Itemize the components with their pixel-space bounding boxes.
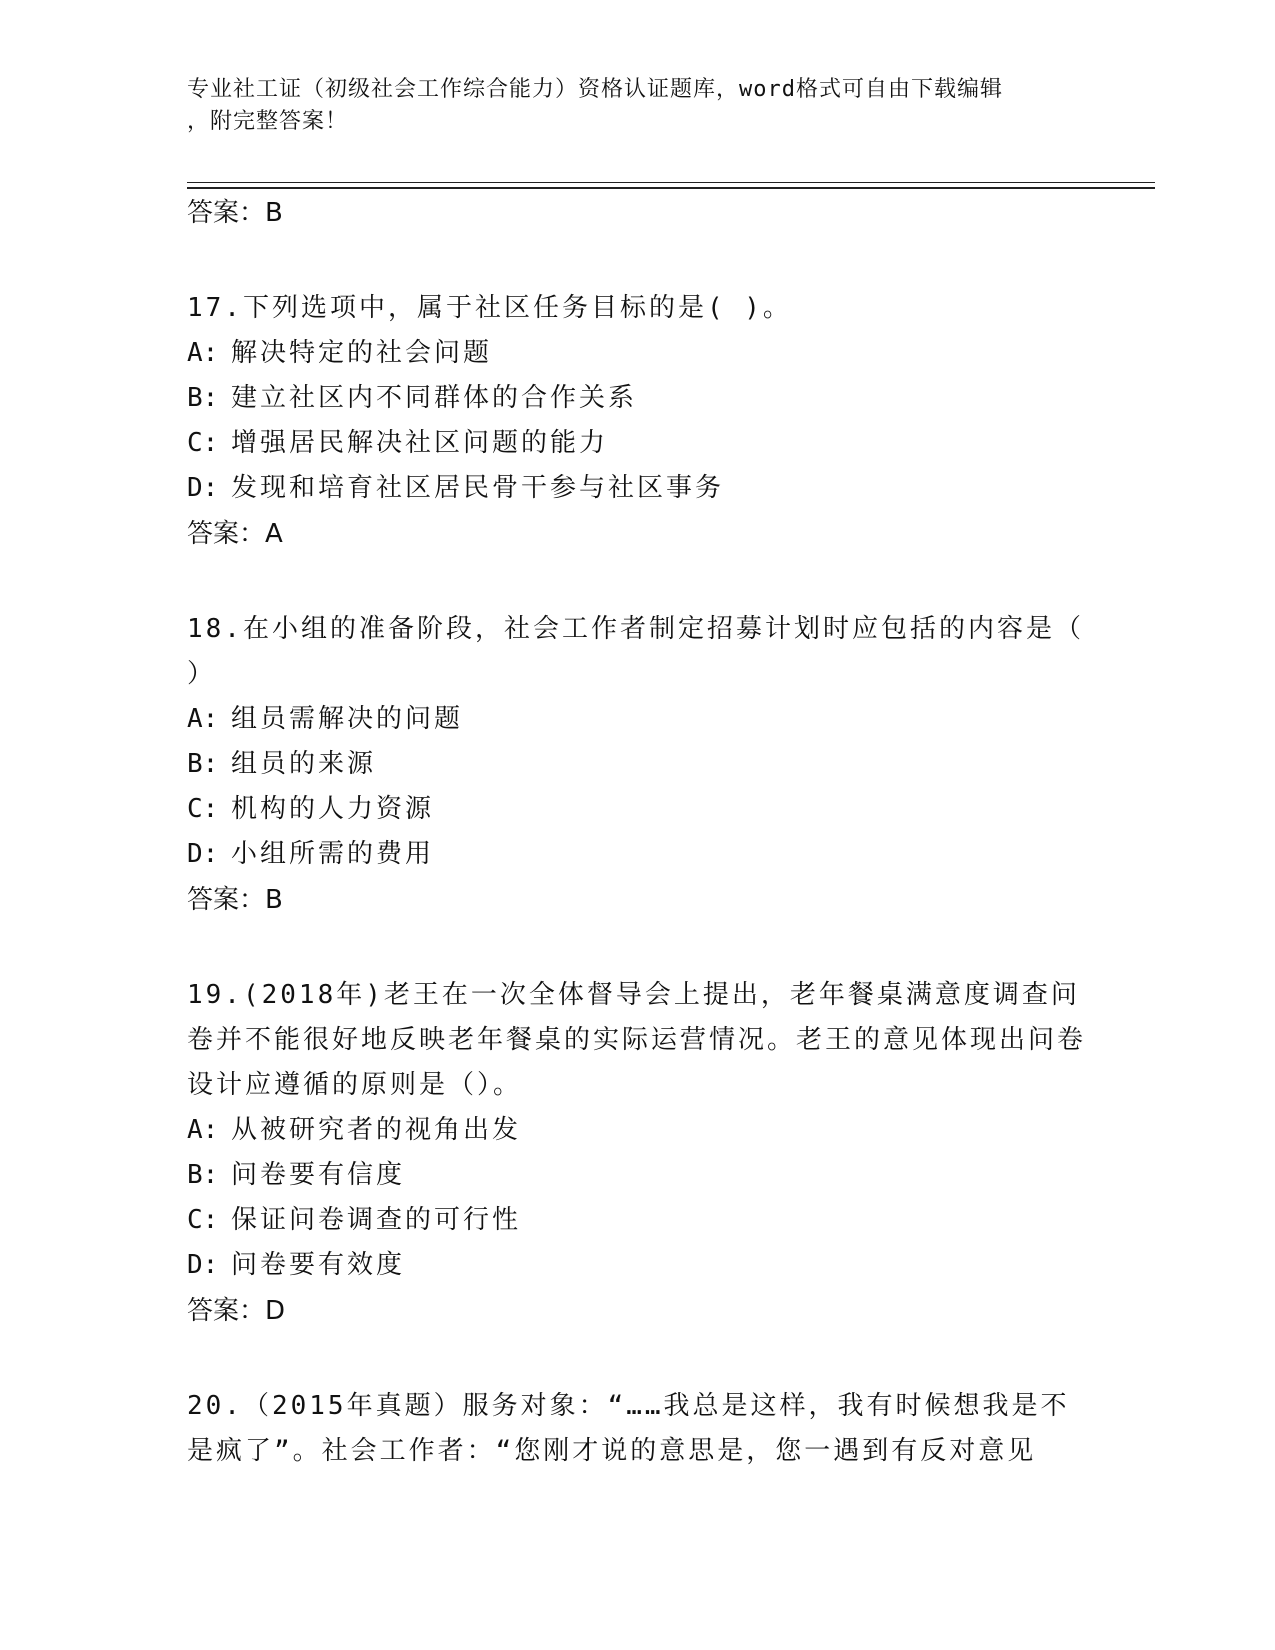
header-rule-thick xyxy=(187,187,1155,189)
option-text: 发现和培育社区居民骨干参与社区事务 xyxy=(231,473,725,503)
option-key: D: xyxy=(187,1250,219,1280)
option-key: D: xyxy=(187,473,219,503)
option-key: A: xyxy=(187,704,219,734)
option-text: 组员的来源 xyxy=(231,749,377,779)
option-text: 增强居民解决社区问题的能力 xyxy=(231,428,609,458)
option-key: A: xyxy=(187,338,219,368)
option-b xyxy=(187,376,1097,421)
option-key: A: xyxy=(187,1115,219,1145)
option-a xyxy=(187,331,1097,376)
option-text: 问卷要有信度 xyxy=(231,1160,406,1190)
option-d xyxy=(187,832,1097,877)
option-key: C: xyxy=(187,1205,219,1235)
option-a xyxy=(187,1108,1097,1153)
header-rule-thin xyxy=(187,182,1155,183)
answer-19: 答案：D xyxy=(187,1296,286,1326)
header-line-1: 专业社工证（初级社会工作综合能力）资格认证题库，word格式可自由下载编辑 xyxy=(187,77,1003,102)
option-key: D: xyxy=(187,839,219,869)
option-text: 保证问卷调查的可行性 xyxy=(231,1205,522,1235)
question-stem: 18.在小组的准备阶段，社会工作者制定招募计划时应包括的内容是（ ） xyxy=(187,614,1084,689)
option-c xyxy=(187,1198,1097,1243)
answer-18: 答案：B xyxy=(187,885,283,915)
question-17 xyxy=(187,286,1097,557)
option-c xyxy=(187,787,1097,832)
option-key: B: xyxy=(187,749,219,779)
answer-17: 答案：A xyxy=(187,519,283,549)
option-key: C: xyxy=(187,428,219,458)
question-stem: 19.(2018年)老王在一次全体督导会上提出，老年餐桌满意度调查问卷并不能很好地反映老年餐桌的实际运营情况。老王的意见体现出问卷设计应遵循的原则是（）。 xyxy=(187,980,1087,1100)
question-19 xyxy=(187,973,1097,1334)
option-key: B: xyxy=(187,383,219,413)
option-text: 解决特定的社会问题 xyxy=(231,338,493,368)
question-stem: 17.下列选项中，属于社区任务目标的是( )。 xyxy=(187,293,792,323)
question-stem: 20.（2015年真题）服务对象：“……我总是这样，我有时候想我是不是疯了”。社会工作者：“您刚才说的意思是，您一遇到有反对意见 xyxy=(187,1391,1070,1466)
option-c xyxy=(187,421,1097,466)
option-text: 从被研究者的视角出发 xyxy=(231,1115,522,1145)
option-key: C: xyxy=(187,794,219,824)
option-text: 问卷要有效度 xyxy=(231,1250,406,1280)
option-key: B: xyxy=(187,1160,219,1190)
option-b xyxy=(187,742,1097,787)
header-line-2: ，附完整答案！ xyxy=(187,109,349,134)
option-text: 机构的人力资源 xyxy=(231,794,435,824)
option-text: 组员需解决的问题 xyxy=(231,704,464,734)
option-d xyxy=(187,1243,1097,1288)
option-text: 小组所需的费用 xyxy=(231,839,435,869)
question-20 xyxy=(187,1384,1097,1474)
document-body xyxy=(187,190,1097,1474)
option-d xyxy=(187,466,1097,511)
answer-16: 答案：B xyxy=(187,198,283,228)
option-b xyxy=(187,1153,1097,1198)
document-header xyxy=(187,74,1067,138)
option-a xyxy=(187,697,1097,742)
question-18 xyxy=(187,607,1097,923)
option-text: 建立社区内不同群体的合作关系 xyxy=(231,383,638,413)
